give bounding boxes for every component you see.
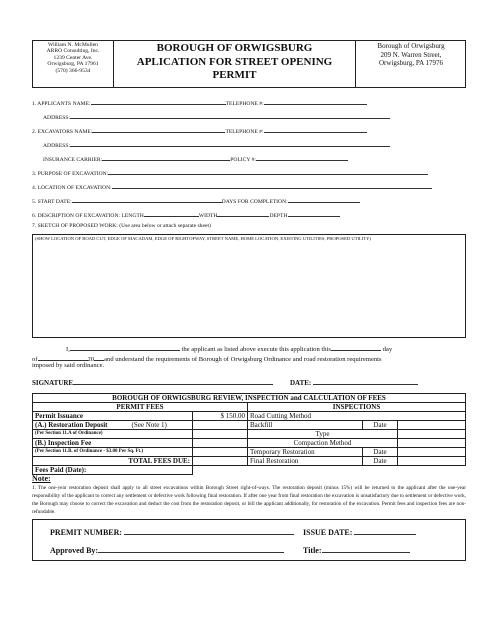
applicant-address-label: ADDRESS: bbox=[43, 115, 71, 121]
permit-number-field[interactable] bbox=[124, 525, 294, 535]
table-row bbox=[33, 403, 466, 412]
approved-by-field[interactable] bbox=[98, 543, 284, 553]
location-field[interactable] bbox=[112, 181, 432, 189]
purpose-row bbox=[32, 167, 428, 177]
restoration-deposit-label bbox=[33, 421, 193, 430]
statement-of: of bbox=[32, 356, 38, 363]
applicant-row bbox=[32, 97, 367, 107]
insurance-row bbox=[43, 153, 348, 163]
depth-field[interactable] bbox=[288, 209, 340, 217]
per-section-b: (Per Section 11.B. of Ordinance - $3.00 Per Sq. Ft.) bbox=[33, 448, 193, 457]
issue-date-row bbox=[303, 525, 416, 537]
approved-by-label: Approved By: bbox=[50, 546, 99, 555]
location-label: 4. LOCATION OF EXCAVATION: bbox=[32, 185, 112, 191]
depth-label: DEPTH bbox=[269, 213, 288, 219]
applicant-signature-name-field[interactable] bbox=[70, 343, 180, 351]
statement-i: I, bbox=[66, 346, 70, 353]
excavator-row bbox=[32, 125, 367, 135]
approved-by-row bbox=[50, 543, 284, 555]
applicant-name-label: 1. APPLICANTS NAME: bbox=[32, 101, 91, 107]
permit-issuance-label: Permit Issuance bbox=[33, 412, 193, 421]
title-line-2: APLICATION FOR STREET OPENING bbox=[136, 55, 333, 68]
location-row bbox=[32, 181, 432, 191]
width-label: WIDTH bbox=[198, 213, 218, 219]
date-label: DATE: bbox=[290, 379, 312, 387]
header-right-divider bbox=[355, 40, 356, 88]
consultant-phone: (570) 366-9534 bbox=[55, 67, 91, 74]
fees-table-title: BOROUGH OF ORWIGSBURG REVIEW, INSPECTION and CALCULATION OF FEES bbox=[33, 394, 466, 403]
total-fees-amount[interactable] bbox=[193, 457, 248, 466]
date-field[interactable] bbox=[313, 377, 418, 385]
final-date-label: Date bbox=[363, 457, 398, 466]
sketch-row bbox=[32, 223, 211, 229]
consultant-name: William N. McMullen bbox=[48, 42, 98, 48]
sketch-label: 7. SKETCH OF PROPOSED WORK: (Use area below or attach separate sheet) bbox=[32, 223, 211, 229]
excavator-phone-field[interactable] bbox=[264, 125, 367, 133]
backfill-label: Backfill bbox=[248, 421, 363, 430]
days-completion-label: DAYS FOR COMPLETION: bbox=[221, 199, 288, 205]
permit-issuance-amount: $ 150.00 bbox=[193, 412, 248, 421]
restoration-deposit-text: (A.) Restoration Deposit bbox=[35, 421, 108, 429]
statement-day: day bbox=[382, 346, 393, 353]
temporary-restoration-label: Temporary Restoration bbox=[248, 448, 363, 457]
start-date-field[interactable] bbox=[72, 195, 222, 203]
length-label: 6. DESCRIPTION OF EXCAVATION: LENGTH bbox=[32, 213, 144, 219]
backfill-date-field[interactable] bbox=[398, 421, 466, 430]
borough-address bbox=[357, 42, 465, 68]
consultant-street: 1239 Center Ave. bbox=[53, 54, 93, 61]
title-line-3: PERMIT bbox=[212, 69, 257, 81]
final-date-field[interactable] bbox=[398, 457, 466, 466]
table-row bbox=[33, 439, 466, 448]
table-row bbox=[33, 466, 466, 475]
sketch-caption: (SHOW LOCATION OF ROAD CUT, EDGE OF MACADAM, EDGE OF RIGHTOFWAY, STREET NAME, HOME LOCATION, EXISTING UTILITIES, PROPOSED UTILITY) bbox=[35, 236, 372, 241]
days-completion-field[interactable] bbox=[288, 195, 360, 203]
length-field[interactable] bbox=[144, 209, 199, 217]
borough-street: 209 N. Warren Street, bbox=[380, 50, 442, 59]
fees-table bbox=[32, 393, 466, 475]
title-row bbox=[303, 543, 410, 555]
inspections-heading: INSPECTIONS bbox=[248, 403, 466, 412]
issue-date-label: ISSUE DATE: bbox=[303, 528, 353, 537]
statement-line-1 bbox=[32, 343, 466, 353]
statement-line-3: imposed by said ordinance. bbox=[32, 362, 105, 369]
permit-number-label: PREMIT NUMBER: bbox=[50, 528, 123, 537]
document-title bbox=[114, 42, 355, 83]
table-row bbox=[33, 448, 466, 457]
table-row bbox=[33, 457, 466, 466]
borough-city: Orwigsburg, PA 17976 bbox=[379, 59, 443, 67]
signature-row bbox=[32, 377, 273, 387]
day-field[interactable] bbox=[331, 343, 381, 351]
title-label: Title: bbox=[303, 546, 322, 555]
temporary-date-label: Date bbox=[363, 448, 398, 457]
year-field[interactable] bbox=[94, 353, 104, 361]
statement-text-1: the applicant as listed above execute this application this bbox=[181, 346, 331, 353]
title-line-1: BOROUGH OF ORWIGSBURG bbox=[156, 42, 313, 54]
purpose-field[interactable] bbox=[108, 167, 428, 175]
insurance-carrier-label: INSURANCE CARRIER: bbox=[43, 157, 103, 163]
statement-text-2: and understand the requirements of Borough of Orwigsburg Ordinance and road restoration requirements bbox=[104, 356, 382, 363]
inspection-fee-label: (B.) Inspection Fee bbox=[33, 439, 193, 448]
note-text: 1. The one-year restoration deposit shall apply to all street excavations within Borough Street right-of-ways. The restoration deposit (minus 15%) will be returned to the applicant after the one-year responsibility of the applicant to correct any settlement or defective work following final restoration. If after one year from final restoration the excavation is unsatisfactory due to settlement or defective work, the Borough may choose to correct the excavation and deduct the cost from the restoration deposit, or bill the applicant additionally, for restoration of the excavation. Permit fees and inspection fees are non-refundable. bbox=[32, 485, 466, 515]
compaction-field[interactable] bbox=[398, 439, 466, 448]
date-row bbox=[290, 377, 418, 387]
section-b-amount[interactable] bbox=[193, 448, 248, 457]
total-fees-label: TOTAL FEES DUE: bbox=[33, 457, 193, 466]
month-field[interactable] bbox=[38, 353, 88, 361]
excavator-name-field[interactable] bbox=[92, 125, 225, 133]
temporary-date-field[interactable] bbox=[398, 448, 466, 457]
per-section-a: (Per Section 11.A of Ordinance) bbox=[33, 430, 193, 439]
note-heading: Note: bbox=[32, 474, 51, 483]
table-row bbox=[33, 412, 466, 421]
excavator-address-row bbox=[43, 139, 390, 149]
type-field[interactable] bbox=[398, 430, 466, 439]
consultant-address bbox=[34, 42, 112, 74]
sketch-area[interactable] bbox=[32, 234, 466, 338]
compaction-label: Compaction Method bbox=[248, 439, 398, 448]
table-row bbox=[33, 421, 466, 430]
backfill-date-label: Date bbox=[363, 421, 398, 430]
width-field[interactable] bbox=[217, 209, 269, 217]
excavator-phone-label: TELEPHONE #: bbox=[225, 129, 264, 135]
excavator-address-label: ADDRESS: bbox=[43, 143, 71, 149]
type-label: Type bbox=[248, 430, 398, 439]
consultant-company: ARRO Consulting, Inc. bbox=[46, 48, 100, 55]
description-row bbox=[32, 209, 340, 219]
start-date-row bbox=[32, 195, 360, 205]
permit-fees-heading: PERMIT FEES bbox=[33, 403, 248, 412]
fees-paid-field[interactable] bbox=[193, 466, 466, 475]
applicant-address-field[interactable] bbox=[70, 111, 390, 119]
signature-field[interactable] bbox=[73, 377, 273, 385]
applicant-phone-label: TELEPHONE #: bbox=[225, 101, 264, 107]
purpose-label: 3. PURPOSE OF EXCAVATION: bbox=[32, 171, 109, 177]
consultant-city: Orwigsburg, PA 17961 bbox=[47, 61, 99, 68]
excavator-address-field[interactable] bbox=[70, 139, 390, 147]
policy-number-label: POLICY #: bbox=[230, 157, 256, 163]
road-cutting-label: Road Cutting Method bbox=[248, 412, 466, 421]
statement-year-prefix: 20 bbox=[87, 356, 95, 363]
title-field[interactable] bbox=[322, 543, 410, 553]
applicant-phone-field[interactable] bbox=[264, 97, 367, 105]
issue-date-field[interactable] bbox=[354, 525, 416, 535]
final-restoration-label: Final Restoration bbox=[248, 457, 363, 466]
applicant-name-field[interactable] bbox=[91, 97, 226, 105]
policy-number-field[interactable] bbox=[256, 153, 348, 161]
table-row bbox=[33, 430, 466, 439]
table-row bbox=[33, 394, 466, 403]
borough-name: Borough of Orwigsburg bbox=[377, 42, 445, 50]
fees-paid-label: Fees Paid (Date): bbox=[33, 466, 193, 475]
excavator-name-label: 2. EXCAVATORS NAME: bbox=[32, 129, 93, 135]
section-a-amount[interactable] bbox=[193, 430, 248, 439]
inspection-fee-amount[interactable] bbox=[193, 439, 248, 448]
permit-number-row bbox=[50, 525, 294, 537]
start-date-label: 5. START DATE: bbox=[32, 199, 72, 205]
insurance-carrier-field[interactable] bbox=[102, 153, 230, 161]
signature-label: SIGNATURE bbox=[32, 379, 74, 387]
applicant-address-row bbox=[43, 111, 390, 121]
see-note-text: (See Note 1) bbox=[131, 421, 167, 429]
restoration-deposit-amount[interactable] bbox=[193, 421, 248, 430]
